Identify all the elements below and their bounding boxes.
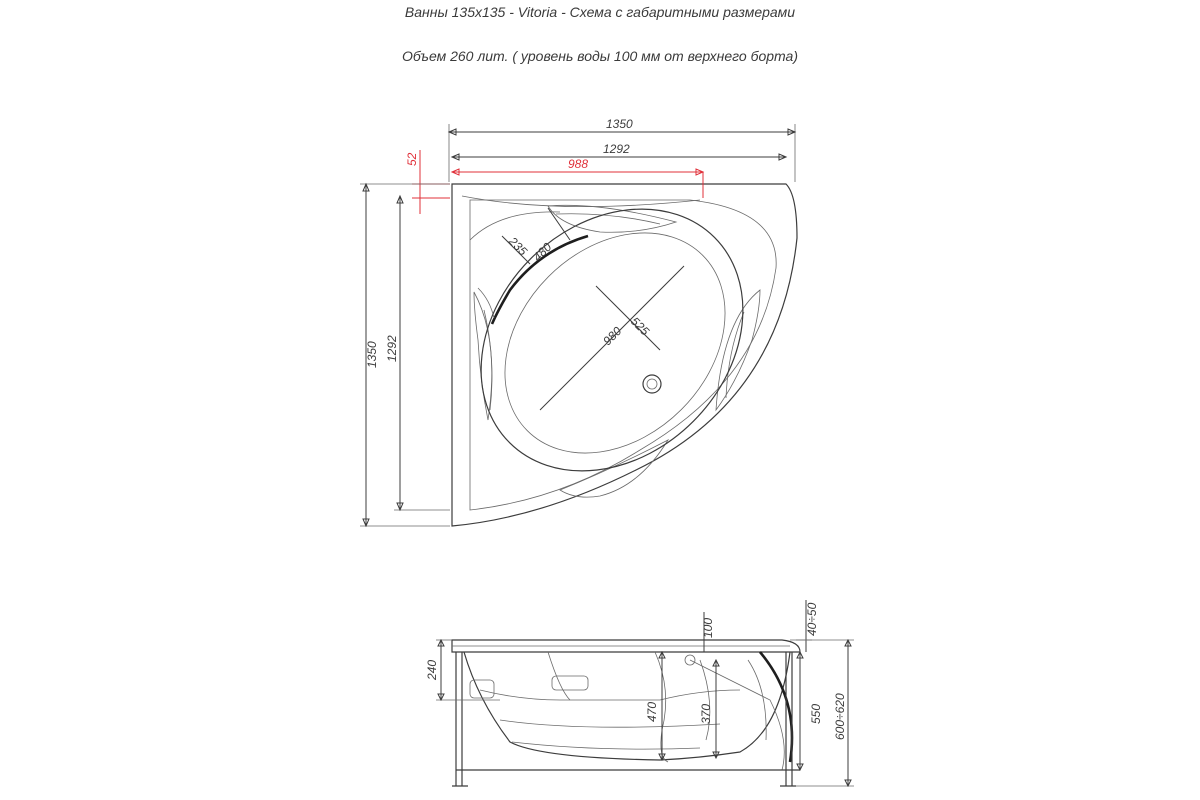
top-view [360,117,797,526]
headrest [548,205,676,232]
side-rim-label: 40÷50 [805,602,819,636]
tub-outline [452,184,797,526]
top-height-total-label: 1350 [365,341,379,368]
top-width-inner-label: 1292 [603,142,630,156]
side-apron-label: 100 [701,617,715,638]
footrest [560,440,668,497]
back-length-label: 988 [568,157,589,171]
side-tub-body [464,652,790,760]
top-width-total-label: 1350 [606,117,633,131]
diagram-subtitle: Объем 260 лит. ( уровень воды 100 мм от верхнего борта) [402,48,798,64]
drain-icon [643,375,661,393]
top-height-inner-label: 1292 [385,335,399,362]
side-depth-water-label: 370 [699,703,713,724]
tub-shelf [462,196,700,207]
side-height-tub-label: 550 [809,703,823,724]
bowl-length-label: 980 [600,324,625,349]
side-depth-total-label: 470 [645,701,659,722]
bowl-width-label: 525 [627,314,652,339]
side-height-total-label: 600÷620 [833,693,847,740]
back-offset-label: 52 [405,152,419,166]
side-step-label: 240 [425,659,439,680]
seat-width-label: 480 [530,240,555,265]
armrest-right [716,290,760,410]
diagram-title: Ванны 135x135 - Vitoria - Схема с габаритными размерами [404,4,796,20]
seat-depth-label: 235 [505,234,530,259]
armrest-left [474,292,492,420]
side-view [425,600,854,786]
